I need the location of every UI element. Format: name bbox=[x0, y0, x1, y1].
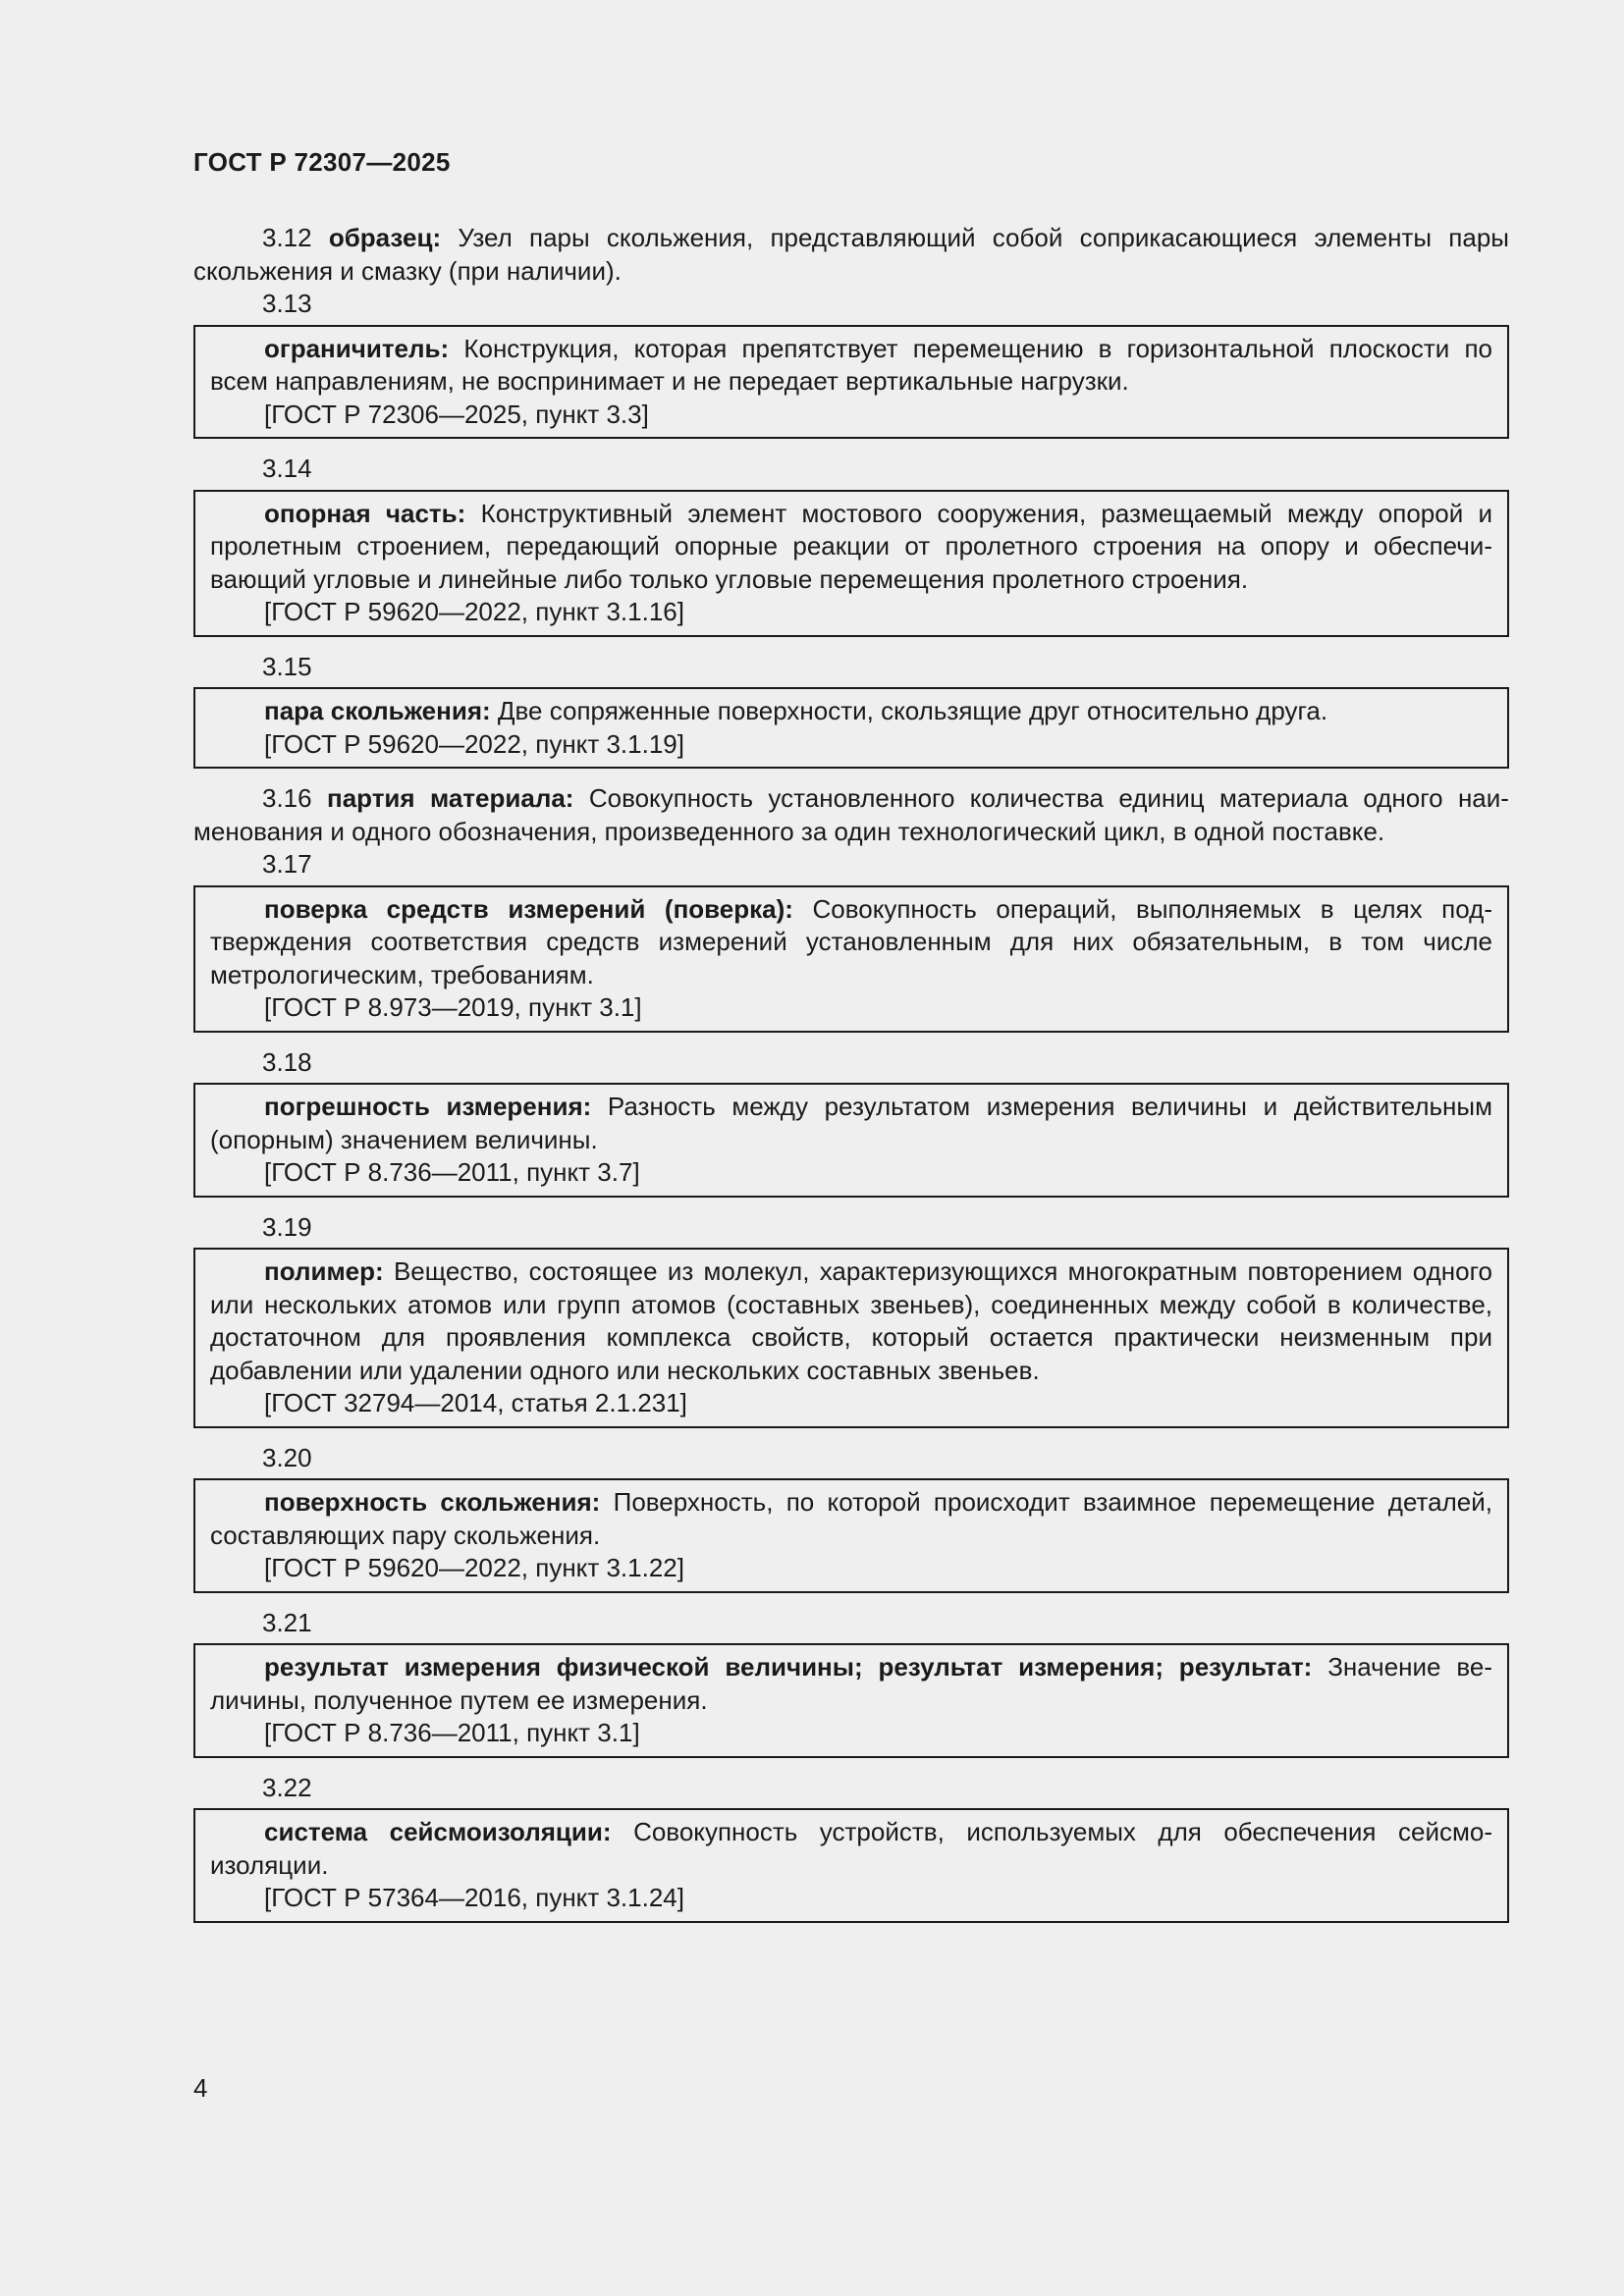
term-number: 3.14 bbox=[262, 454, 312, 483]
term-name: партия материала: bbox=[326, 783, 574, 813]
term-name: полимер: bbox=[264, 1256, 384, 1286]
term-box bbox=[193, 885, 1509, 1033]
term-entry bbox=[210, 1486, 1492, 1552]
term-entry bbox=[210, 1651, 1492, 1717]
term-entry bbox=[210, 1255, 1492, 1387]
term-name: погрешность измерения: bbox=[264, 1092, 592, 1121]
term-definition: Значение величины, полученное путем ее измерения. bbox=[210, 1652, 1492, 1715]
term-number: 3.17 bbox=[262, 849, 312, 879]
term-definition: Совокупность установленного количества единиц материала одного наименования и одного обозначения, произведенного за один технологический цикл, в одной поставке. bbox=[193, 783, 1509, 846]
term-number: 3.19 bbox=[262, 1211, 312, 1242]
term-entry bbox=[210, 498, 1492, 597]
term-number: 3.12 bbox=[262, 223, 312, 252]
term-name: пара скольжения: bbox=[264, 696, 491, 725]
term-name: результат измерения физической величины; результат измерения; результат: bbox=[264, 1652, 1313, 1682]
term-entry bbox=[210, 893, 1492, 992]
term-entry bbox=[210, 1816, 1492, 1882]
page-number: 4 bbox=[193, 2073, 208, 2103]
term-definition: Вещество, состоящее из молекул, характеризующихся многократным повторением одного или нескольких атомов или групп атомов (составных звеньев), соединенных между собой в количестве, достаточном для проявления комплекса свойств, который остается практически неизменным при добавлении или удалении одного или нескольких составных звеньев. bbox=[210, 1256, 1492, 1385]
term-entry bbox=[193, 782, 1509, 848]
document-header: ГОСТ Р 72307—2025 bbox=[193, 147, 451, 177]
term-reference: [ГОСТ Р 8.736—2011, пункт 3.1] bbox=[264, 1718, 640, 1747]
term-number: 3.13 bbox=[262, 289, 312, 318]
term-reference: [ГОСТ 32794—2014, статья 2.1.231] bbox=[264, 1388, 687, 1417]
term-number: 3.18 bbox=[262, 1046, 312, 1077]
term-reference: [ГОСТ Р 8.736—2011, пункт 3.7] bbox=[264, 1157, 640, 1187]
term-reference: [ГОСТ Р 59620—2022, пункт 3.1.22] bbox=[264, 1553, 684, 1582]
term-definition: Две сопряженные поверхности, скользящие друг относительно друга. bbox=[497, 696, 1328, 725]
term-reference: [ГОСТ Р 8.973—2019, пункт 3.1] bbox=[264, 992, 642, 1022]
term-definition: Совокупность операций, выполняемых в целях подтверждения соответствия средств измерений установленным для них обязательным, в том числе метрологическим, требованиям. bbox=[210, 893, 1492, 989]
term-entry bbox=[210, 1091, 1492, 1156]
term-name: опорная часть: bbox=[264, 498, 466, 528]
term-box bbox=[193, 1083, 1509, 1198]
term-number: 3.21 bbox=[262, 1607, 312, 1637]
term-definition: Конструктивный элемент мостового сооружения, размещаемый между опорой и пролетным строением, передающий опорные реакции от пролетного строения на опору и обеспечивающий угловые и линейные либо только угловые перемещения пролетного строения. bbox=[210, 498, 1492, 594]
term-entry bbox=[210, 333, 1492, 399]
term-number: 3.15 bbox=[262, 651, 312, 681]
term-definition: Разность между результатом измерения величины и действительным (опорным) значением величины. bbox=[210, 1092, 1492, 1154]
term-box bbox=[193, 490, 1509, 637]
term-name: поверхность скольжения: bbox=[264, 1487, 601, 1517]
term-name: поверка средств измерений (поверка): bbox=[264, 893, 793, 924]
term-name: система сейсмоизоляции: bbox=[264, 1817, 612, 1846]
term-box bbox=[193, 1808, 1509, 1923]
term-reference: [ГОСТ Р 59620—2022, пункт 3.1.16] bbox=[264, 597, 684, 626]
term-box bbox=[193, 687, 1509, 769]
term-name: образец: bbox=[328, 223, 442, 252]
term-box bbox=[193, 1643, 1509, 1758]
term-number: 3.22 bbox=[262, 1772, 312, 1802]
term-number: 3.16 bbox=[262, 783, 312, 813]
term-definition: Совокупность устройств, используемых для обеспечения сейсмоизоляции. bbox=[210, 1817, 1492, 1880]
term-reference: [ГОСТ Р 72306—2025, пункт 3.3] bbox=[264, 399, 649, 429]
term-definition: Узел пары скольжения, представляющий собой соприкасающиеся элементы пары скольжения и смазку (при наличии). bbox=[193, 223, 1509, 286]
term-name: ограничитель: bbox=[264, 333, 450, 363]
term-reference: [ГОСТ Р 59620—2022, пункт 3.1.19] bbox=[264, 728, 684, 759]
term-entry bbox=[210, 695, 1492, 728]
term-box bbox=[193, 1478, 1509, 1593]
term-box bbox=[193, 325, 1509, 440]
term-entry bbox=[193, 222, 1509, 288]
terms-list bbox=[193, 222, 1509, 1937]
term-definition: Конструкция, которая препятствует перемещению в горизонтальной плоскости по всем направлениям, не воспринимает и не передает вертикальные нагрузки. bbox=[210, 333, 1492, 396]
term-definition: Поверхность, по которой происходит взаимное перемещение деталей, составляющих пару скольжения. bbox=[210, 1487, 1492, 1550]
term-box bbox=[193, 1248, 1509, 1428]
term-number: 3.20 bbox=[262, 1442, 312, 1472]
term-reference: [ГОСТ Р 57364—2016, пункт 3.1.24] bbox=[264, 1883, 684, 1912]
